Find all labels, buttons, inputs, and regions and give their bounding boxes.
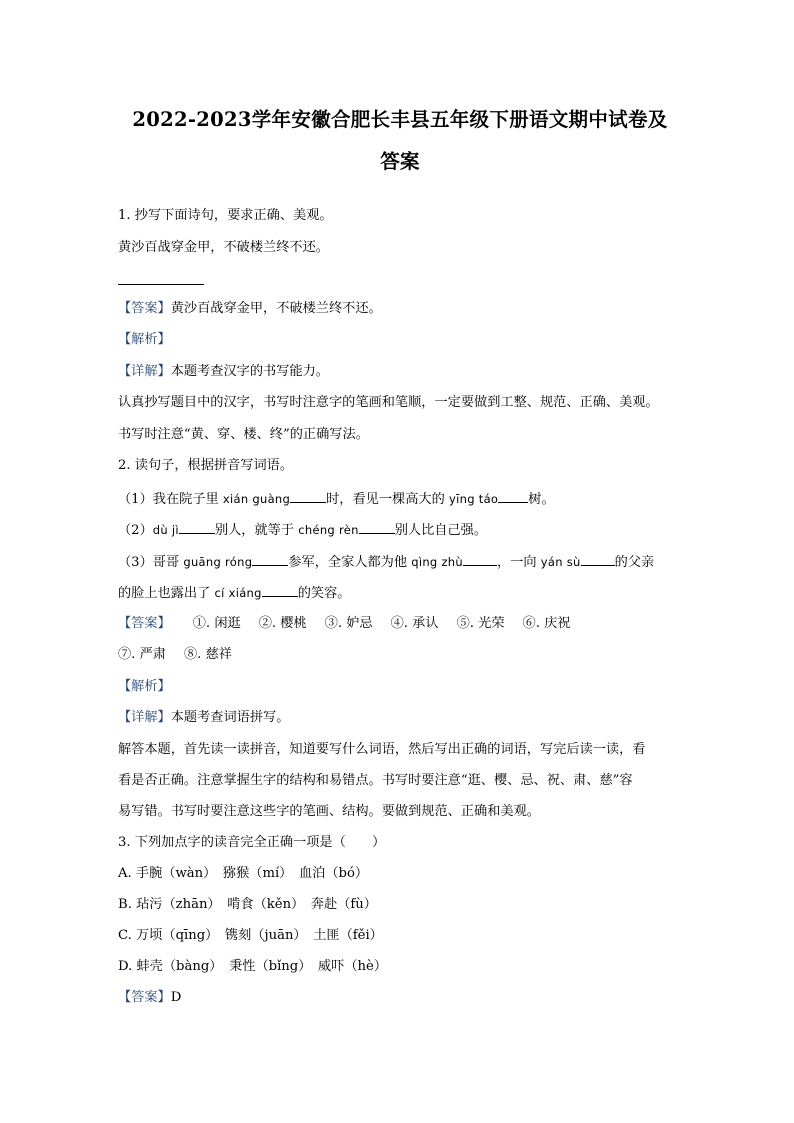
q2-s1-pinyin-1: xián guàng: [222, 492, 291, 506]
q2-s3-text-c: ，一向: [496, 555, 541, 570]
q2-answer-item: ⑥. 庆祝: [522, 616, 571, 631]
q2-answers-row-1: [118, 614, 570, 634]
q2-detail-tag: 【详解】: [118, 710, 171, 725]
q2-s1-pinyin-2: yīng táo: [449, 492, 499, 506]
q3-stem: 3. 下列加点字的读音完全正确一项是（ ）: [118, 835, 386, 850]
q2-answers-row-2: [118, 645, 232, 665]
q2-sentence-3-cont: [118, 582, 350, 602]
q2-s1-text-a: （1）我在院子里: [118, 492, 223, 507]
q2-stem: 2. 读句子，根据拼音写词语。: [118, 458, 294, 473]
q1-detail-tag: 【详解】: [118, 364, 171, 379]
q1-detail-text: 本题考查汉字的书写能力。: [170, 364, 329, 379]
q2-detail-text: 本题考查词语拼写。: [170, 710, 290, 725]
q2-s3-text-a: （3）哥哥: [118, 555, 184, 570]
q3-answer-text: D: [170, 990, 182, 1005]
q2-s2-pinyin-2: chéng rèn: [298, 523, 359, 537]
q2-s1-text-c: 树。: [528, 492, 555, 507]
q2-answer-item: ⑦. 严肃: [118, 647, 166, 662]
q2-analysis-tag: 【解析】: [118, 679, 171, 694]
q1-answer: [118, 299, 382, 319]
q2-s2-blank-1: [179, 519, 215, 534]
q2-s3-pinyin-2: qìng zhù: [411, 555, 463, 569]
q2-explain-line-1: 解答本题，首先读一读拼音，知道要写什么词语，然后写出正确的词语，写完后读一读，看: [118, 742, 646, 757]
q2-s2-blank-2: [359, 519, 395, 534]
q2-s3-text-e: 的脸上也露出了: [118, 586, 215, 601]
q2-s3-text-f: 的笑容。: [297, 586, 351, 601]
q2-answer-item: ③. 妒忌: [324, 616, 373, 631]
q3-option-a: A. 手腕（wàn） 猕猴（mí） 血泊（bó）: [118, 866, 369, 881]
q1-answer-text: 黄沙百战穿金甲，不破楼兰终不还。: [170, 301, 382, 316]
q2-s1-blank-2: [498, 488, 528, 503]
q1-answer-tag: 【答案】: [118, 301, 171, 316]
q2-s3-blank-3: [581, 551, 615, 566]
q2-s2-pinyin-1: dù jì: [152, 523, 179, 537]
q2-s3-text-b: 参军，全家人都为他: [288, 555, 412, 570]
q2-answer-item: ⑧. 慈祥: [183, 647, 232, 662]
q2-sentence-2: [118, 519, 487, 539]
q2-s3-text-d: 的父亲: [614, 555, 655, 570]
q3-option-b: B. 玷污（zhān） 啃食（kěn） 奔赴（fù）: [118, 897, 377, 912]
q2-s3-pinyin-1: guāng róng: [183, 555, 253, 569]
q1-stem: 1. 抄写下面诗句，要求正确、美观。: [118, 208, 333, 223]
q2-sentence-3: [118, 551, 654, 571]
q2-answer-item: ④. 承认: [390, 616, 439, 631]
q2-detail: [118, 708, 289, 728]
q2-answer-item: ①. 闲逛: [192, 616, 241, 631]
document-title-line-2: 答案: [380, 150, 420, 173]
q3-answer: [118, 988, 181, 1008]
q2-answer-item: ②. 樱桃: [258, 616, 307, 631]
q2-s2-text-a: （2）: [118, 523, 153, 538]
q1-analysis-tag: 【解析】: [118, 332, 171, 347]
q2-s1-text-b: 时，看见一棵高大的: [326, 492, 450, 507]
q2-answer-item: ⑤. 光荣: [456, 616, 505, 631]
document-title-line-1: 2022-2023学年安徽合肥长丰县五年级下册语文期中试卷及: [132, 108, 668, 131]
q2-answer-tag: 【答案】: [118, 616, 171, 631]
q2-sentence-1: [118, 488, 555, 508]
q2-s3-blank-2: [463, 551, 497, 566]
q2-s3-blank-1: [252, 551, 288, 566]
q2-s2-text-b: 别人，就等于: [214, 523, 299, 538]
q2-s3-blank-4: [262, 582, 298, 597]
q1-answer-blank: [118, 284, 204, 285]
q1-explain-line-1: 认真抄写题目中的汉字，书写时注意字的笔画和笔顺，一定要做到工整、规范、正确、美观。: [118, 395, 659, 410]
q2-s1-blank-1: [290, 488, 326, 503]
q1-detail: [118, 362, 329, 382]
q2-s2-text-c: 别人比自己强。: [394, 523, 488, 538]
q1-poem: 黄沙百战穿金甲，不破楼兰终不还。: [118, 240, 329, 255]
q2-explain-line-3: 易写错。书写时要注意这些字的笔画、结构。要做到规范、正确和美观。: [118, 804, 540, 819]
q3-answer-tag: 【答案】: [118, 990, 171, 1005]
q2-explain-line-2: 看是否正确。注意掌握生字的结构和易错点。书写时要注意“逛、樱、忌、祝、肃、慈”容: [118, 773, 633, 788]
q3-option-c: C. 万顷（qīng） 镌刻（juān） 土匪（fěi）: [118, 928, 383, 943]
q1-explain-line-2: 书写时注意“黄、穿、楼、终”的正确写法。: [118, 427, 369, 442]
q2-s3-pinyin-4: cí xiáng: [214, 586, 262, 600]
q3-option-d: D. 蚌壳（bàng） 秉性（bǐng） 威吓（hè）: [118, 959, 388, 974]
q2-s3-pinyin-3: yán sù: [540, 555, 581, 569]
